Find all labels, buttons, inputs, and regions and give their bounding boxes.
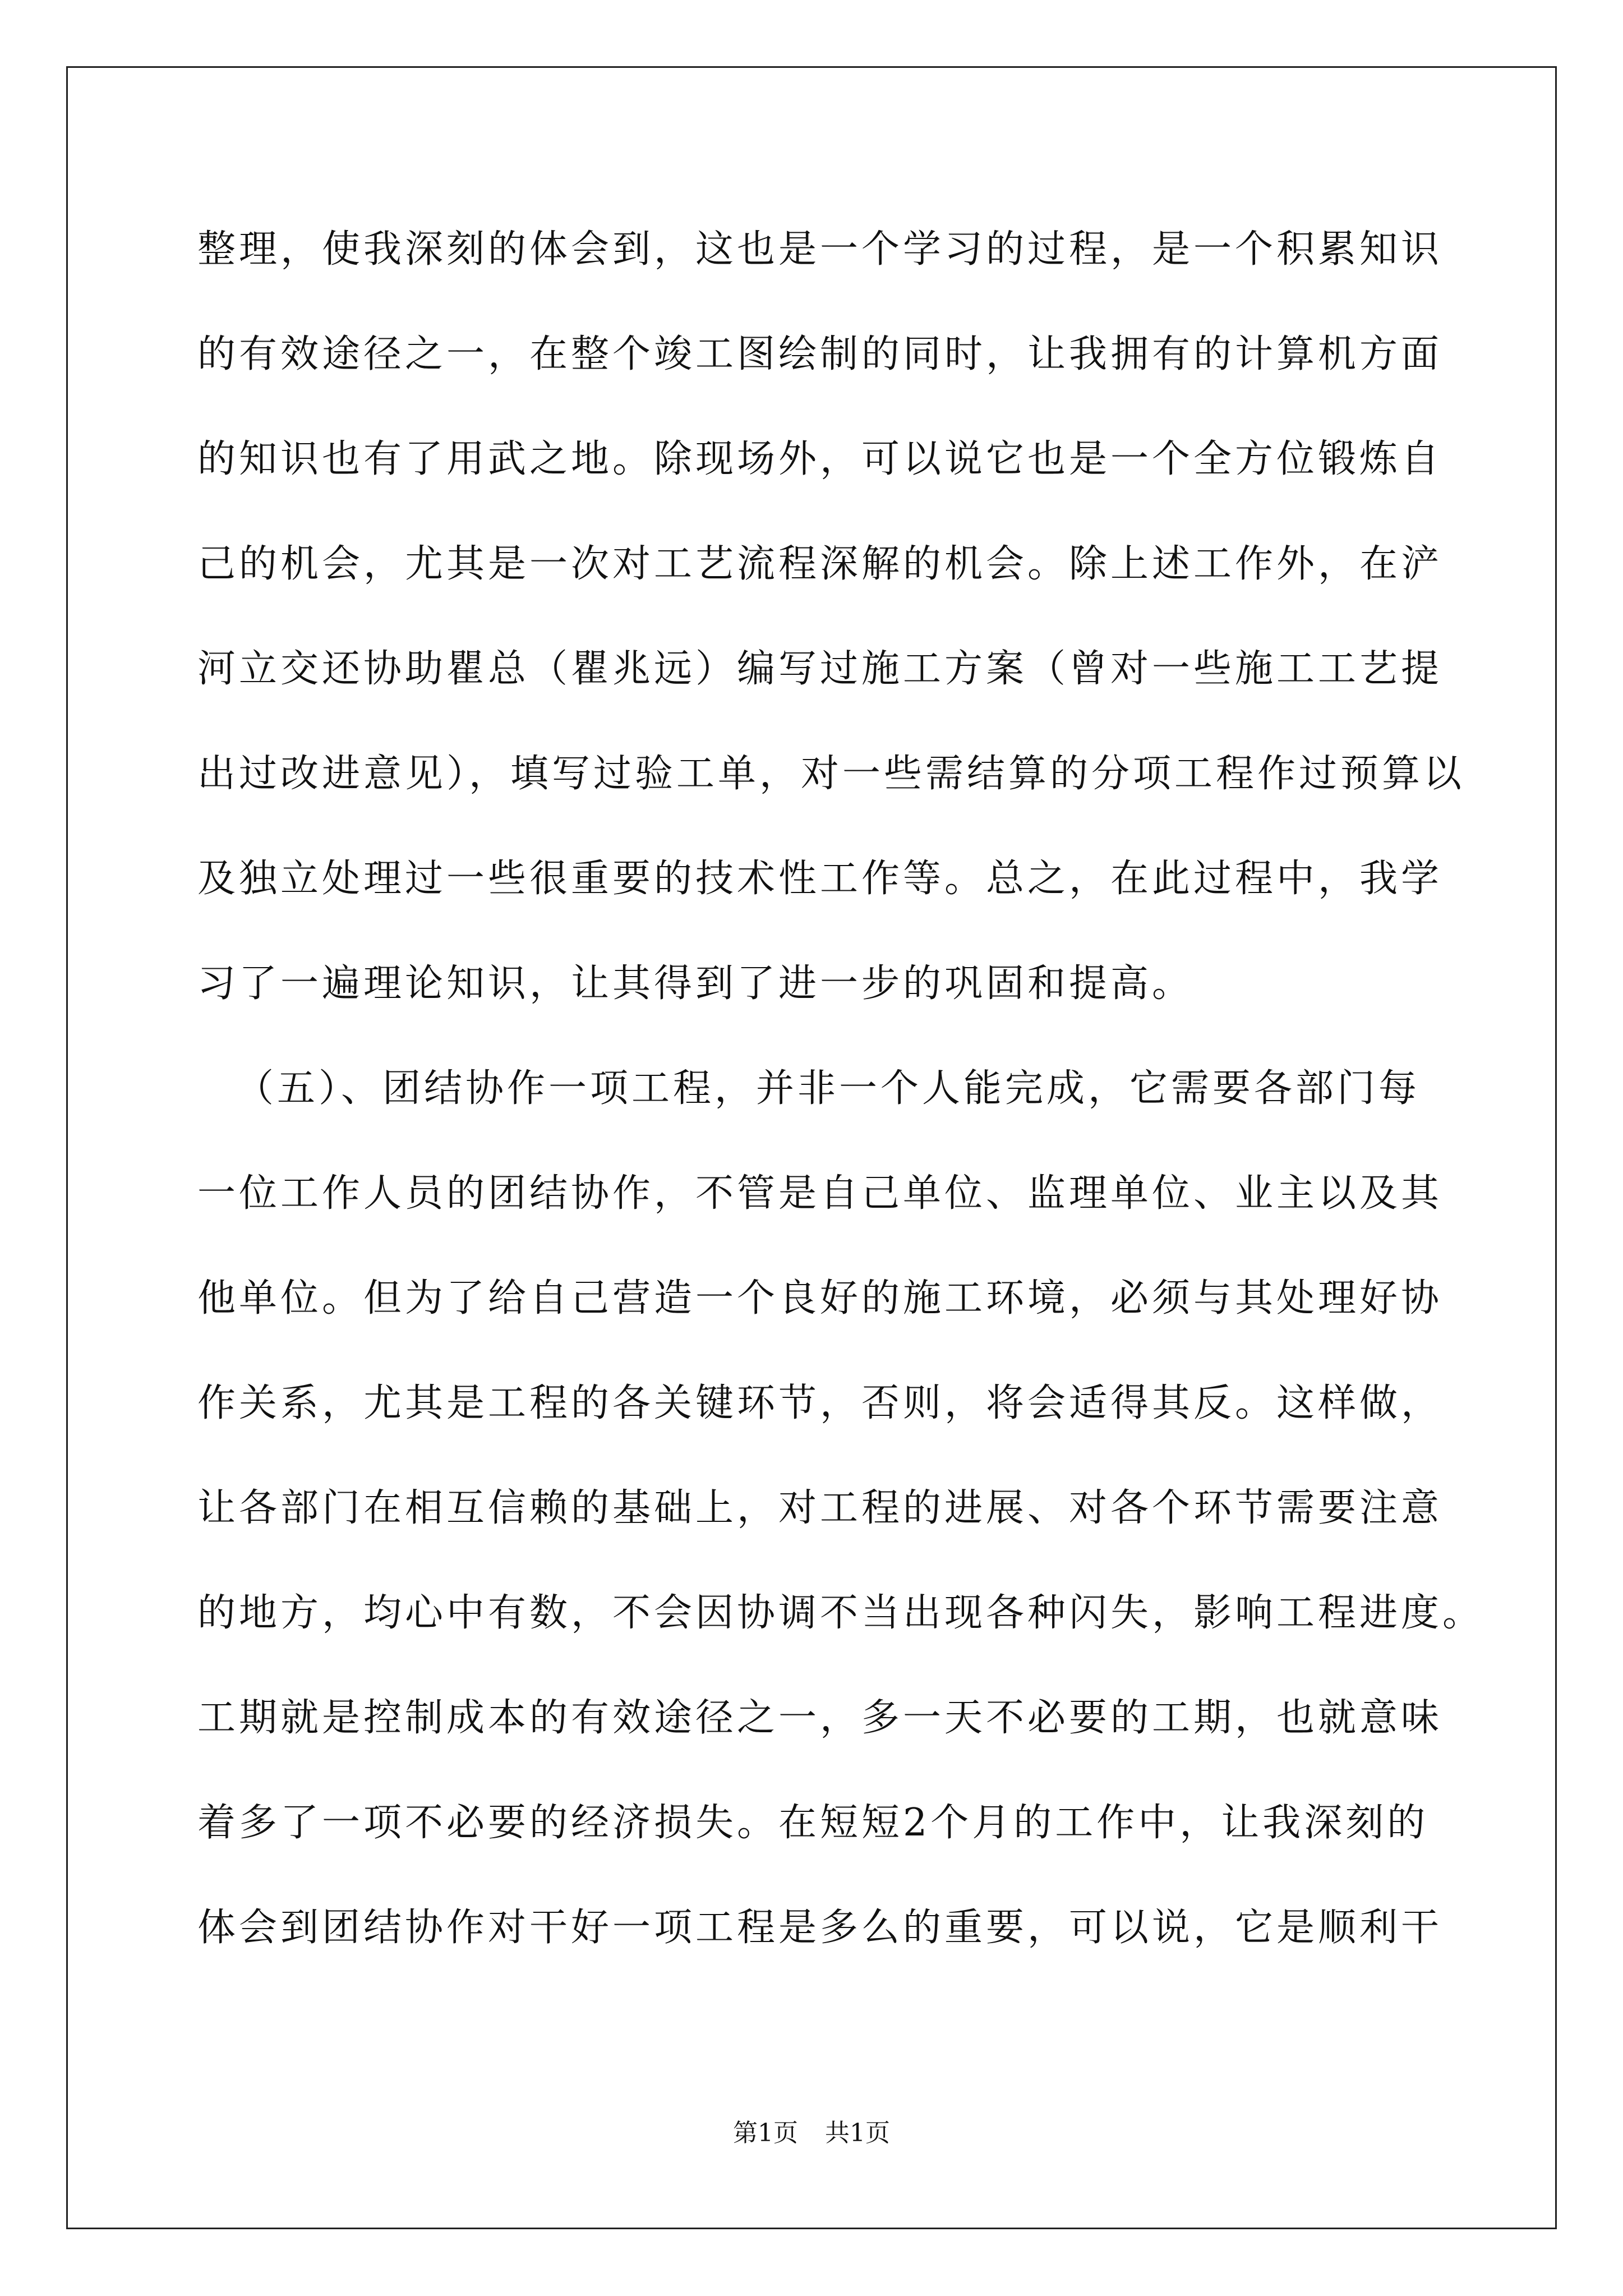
text-line: 整理，使我深刻的体会到，这也是一个学习的过程，是一个积累知识	[197, 227, 1443, 272]
text-line: 着多了一项不必要的经济损失。在短短2个月的工作中，让我深刻的	[197, 1801, 1429, 1845]
text-line: 一位工作人员的团结协作，不管是自己单位、监理单位、业主以及其	[197, 1171, 1443, 1216]
text-line: 及独立处理过一些很重要的技术性工作等。总之，在此过程中，我学	[197, 857, 1443, 901]
text-line: 体会到团结协作对干好一项工程是多么的重要，可以说，它是顺利干	[197, 1906, 1443, 1950]
text-line: 出过改进意见），填写过验工单，对一些需结算的分项工程作过预算以	[197, 752, 1465, 796]
page-number: 第1页	[733, 2119, 798, 2147]
text-line: 工期就是控制成本的有效途径之一，多一天不必要的工期，也就意味	[197, 1696, 1443, 1740]
text-line: 的知识也有了用武之地。除现场外，可以说它也是一个全方位锻炼自	[197, 437, 1443, 481]
text-line: 的有效途径之一，在整个竣工图绘制的同时，让我拥有的计算机方面	[197, 332, 1443, 376]
text-line: 作关系，尤其是工程的各关键环节，否则，将会适得其反。这样做，	[197, 1381, 1443, 1425]
text-line: 习了一遍理论知识，让其得到了进一步的巩固和提高。	[197, 961, 1194, 1006]
text-line: 他单位。但为了给自己营造一个良好的施工环境，必须与其处理好协	[197, 1276, 1443, 1320]
text-line: 河立交还协助瞿总（瞿兆远）编写过施工方案（曾对一些施工工艺提	[197, 647, 1443, 691]
page-total: 共1页	[825, 2119, 890, 2147]
text-line: 的地方，均心中有数，不会因协调不当出现各种闪失，影响工程进度。	[197, 1591, 1484, 1635]
page-footer	[0, 2118, 1623, 2149]
text-line: 让各部门在相互信赖的基础上，对工程的进展、对各个环节需要注意	[197, 1486, 1443, 1530]
text-line: 己的机会，尤其是一次对工艺流程深解的机会。除上述工作外，在浐	[197, 542, 1443, 586]
text-line: （五）、团结协作一项工程，并非一个人能完成，它需要各部门每	[236, 1066, 1421, 1111]
